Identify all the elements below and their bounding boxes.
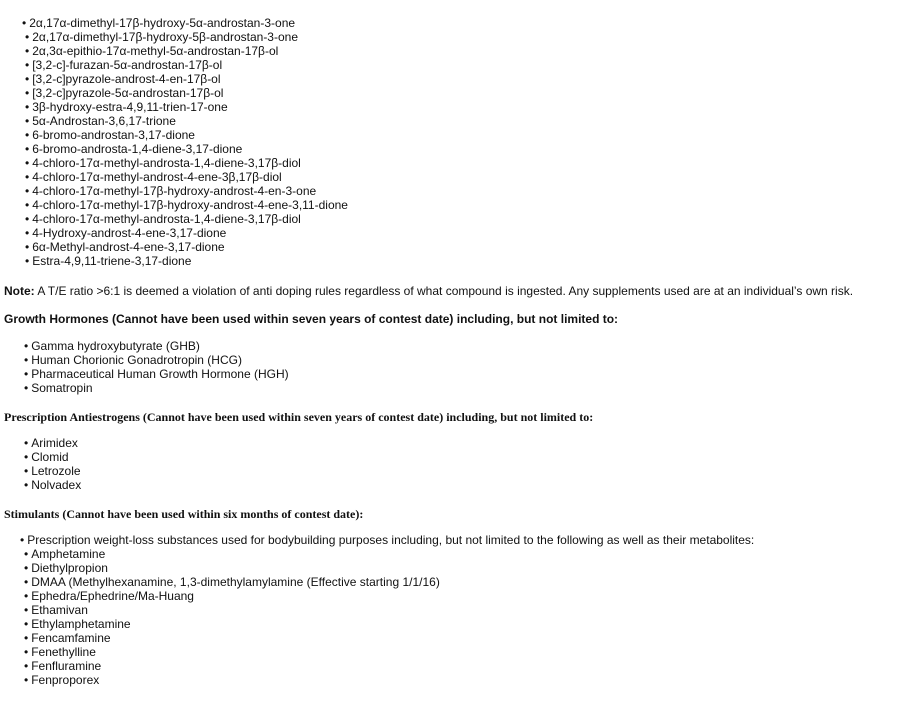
list-item: • Fenfluramine [20, 659, 754, 673]
list-item: • 6-bromo-androstan-3,17-dione [22, 128, 348, 142]
list-item: • Human Chorionic Gonadrotropin (HCG) [24, 353, 289, 367]
list-item: • 4-chloro-17α-methyl-androsta-1,4-diene-3,17β-diol [22, 212, 348, 226]
note-label: Note: [4, 284, 35, 298]
list-item: • Ephedra/Ephedrine/Ma-Huang [20, 589, 754, 603]
list-item: • 2α,3α-epithio-17α-methyl-5α-androstan-17β-ol [22, 44, 348, 58]
list-item: • 6α-Methyl-androst-4-ene-3,17-dione [22, 240, 348, 254]
list-item: • Letrozole [24, 464, 81, 478]
list-item: • [3,2-c]pyrazole-5α-androstan-17β-ol [22, 86, 348, 100]
list-item: • [3,2-c]pyrazole-androst-4-en-17β-ol [22, 72, 348, 86]
te-ratio-note [4, 284, 853, 298]
antiestrogens-heading: Prescription Antiestrogens (Cannot have been used within seven years of contest date) including, but not limited to: [4, 410, 594, 424]
list-item: • Nolvadex [24, 478, 81, 492]
note-text: A T/E ratio >6:1 is deemed a violation of anti doping rules regardless of what compound is ingested. Any supplements used are at an individual’s own risk. [34, 284, 854, 298]
list-item: • Fenproporex [20, 673, 754, 687]
list-item: • Pharmaceutical Human Growth Hormone (HGH) [24, 367, 289, 381]
list-item: • 4-chloro-17α-methyl-17β-hydroxy-androst-4-en-3-one [22, 184, 348, 198]
list-item: • Fenethylline [20, 645, 754, 659]
list-item: • 3β-hydroxy-estra-4,9,11-trien-17-one [22, 100, 348, 114]
list-item: • Ethamivan [20, 603, 754, 617]
list-item: • 4-Hydroxy-androst-4-ene-3,17-dione [22, 226, 348, 240]
list-item: • Gamma hydroxybutyrate (GHB) [24, 339, 289, 353]
list-item: • Fencamfamine [20, 631, 754, 645]
stimulants-list [20, 533, 754, 687]
list-item: • 4-chloro-17α-methyl-androsta-1,4-diene-3,17β-diol [22, 156, 348, 170]
list-item: • Ethylamphetamine [20, 617, 754, 631]
list-item: • 4-chloro-17α-methyl-17β-hydroxy-androst-4-ene-3,11-dione [22, 198, 348, 212]
list-item: • 2α,17α-dimethyl-17β-hydroxy-5β-androstan-3-one [22, 30, 348, 44]
list-item: • Amphetamine [20, 547, 754, 561]
list-item: • 6-bromo-androsta-1,4-diene-3,17-dione [22, 142, 348, 156]
list-item: • Somatropin [24, 381, 289, 395]
compound-list [22, 16, 348, 268]
list-item: • Clomid [24, 450, 81, 464]
list-item: • Arimidex [24, 436, 81, 450]
stimulants-heading: Stimulants (Cannot have been used within six months of contest date): [4, 507, 364, 521]
growth-hormones-heading: Growth Hormones (Cannot have been used within seven years of contest date) including, but not limited to: [4, 312, 619, 326]
antiestrogens-list [24, 436, 81, 492]
growth-hormones-list [24, 339, 289, 395]
list-item: • [3,2-c]-furazan-5α-androstan-17β-ol [22, 58, 348, 72]
list-item: • 4-chloro-17α-methyl-androst-4-ene-3β,17β-diol [22, 170, 348, 184]
list-item: • DMAA (Methylhexanamine, 1,3-dimethylamylamine (Effective starting 1/1/16) [20, 575, 754, 589]
list-item: • Diethylpropion [20, 561, 754, 575]
list-item: • 5α-Androstan-3,6,17-trione [22, 114, 348, 128]
list-item: • Estra-4,9,11-triene-3,17-dione [22, 254, 348, 268]
list-item: • Prescription weight-loss substances used for bodybuilding purposes including, but not limited to the following as well as their metabolites: [20, 533, 754, 547]
list-item: • 2α,17α-dimethyl-17β-hydroxy-5α-androstan-3-one [22, 16, 348, 30]
